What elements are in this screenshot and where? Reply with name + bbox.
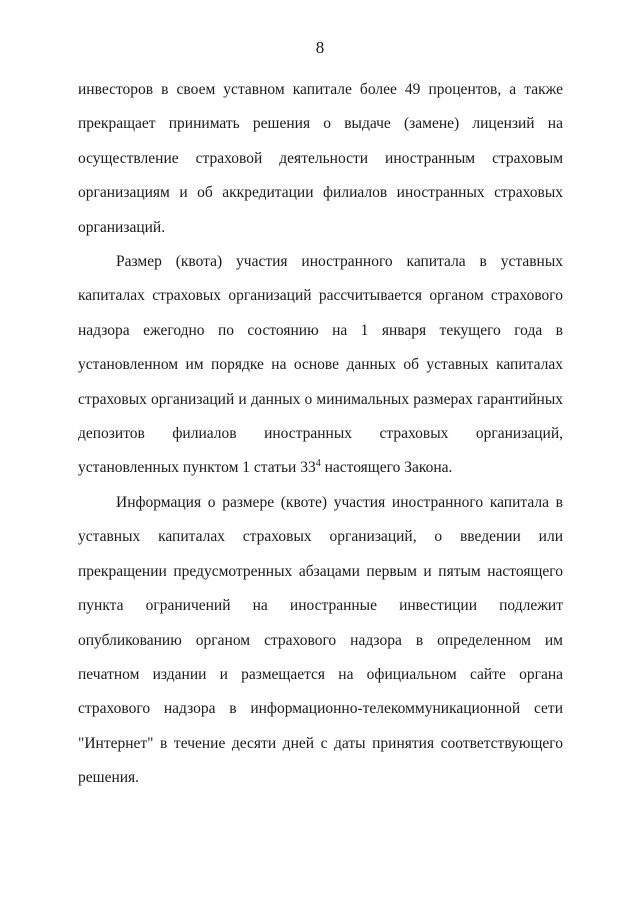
- page-number: 8: [315, 38, 325, 57]
- paragraph-quota-publication: [78, 486, 563, 796]
- article-superscript: 4: [315, 458, 321, 470]
- paragraph-text: инвесторов в своем уставном капитале более 49 процентов, а также прекращает принимать решения о выдаче (замене) лицензий на осуществление страховой деятельности иностранным страховым организациям и об аккредитации филиалов иностранных страховых организаций.: [78, 81, 563, 236]
- paragraph-text-tail: настоящего Закона.: [320, 459, 453, 477]
- document-body: [78, 73, 563, 796]
- paragraph-continuation: [78, 73, 563, 245]
- paragraph-quota-calculation: [78, 245, 563, 486]
- paragraph-text: Размер (квота) участия иностранного капитала в уставных капиталах страховых организаций рассчитывается органом страхового надзора ежегодно по состоянию на 1 января текущего года в установленном им порядке на основе данных об уставных капиталах страховых организаций и данных о минимальных размерах гарантийных депозитов филиалов иностранных страховых организаций, установленных пунктом 1 статьи 33: [78, 253, 563, 477]
- paragraph-text: Информация о размере (квоте) участия иностранного капитала в уставных капиталах страховых организаций, о введении или прекращении предусмотренных абзацами первым и пятым настоящего пункта ограничений на иностранные инвестиции подлежит опубликованию органом страхового надзора в определенном им печатном издании и размещается на официальном сайте органа страхового надзора в информационно-телекоммуникационной сети "Интернет" в течение десяти дней с даты принятия соответствующего решения.: [78, 493, 563, 787]
